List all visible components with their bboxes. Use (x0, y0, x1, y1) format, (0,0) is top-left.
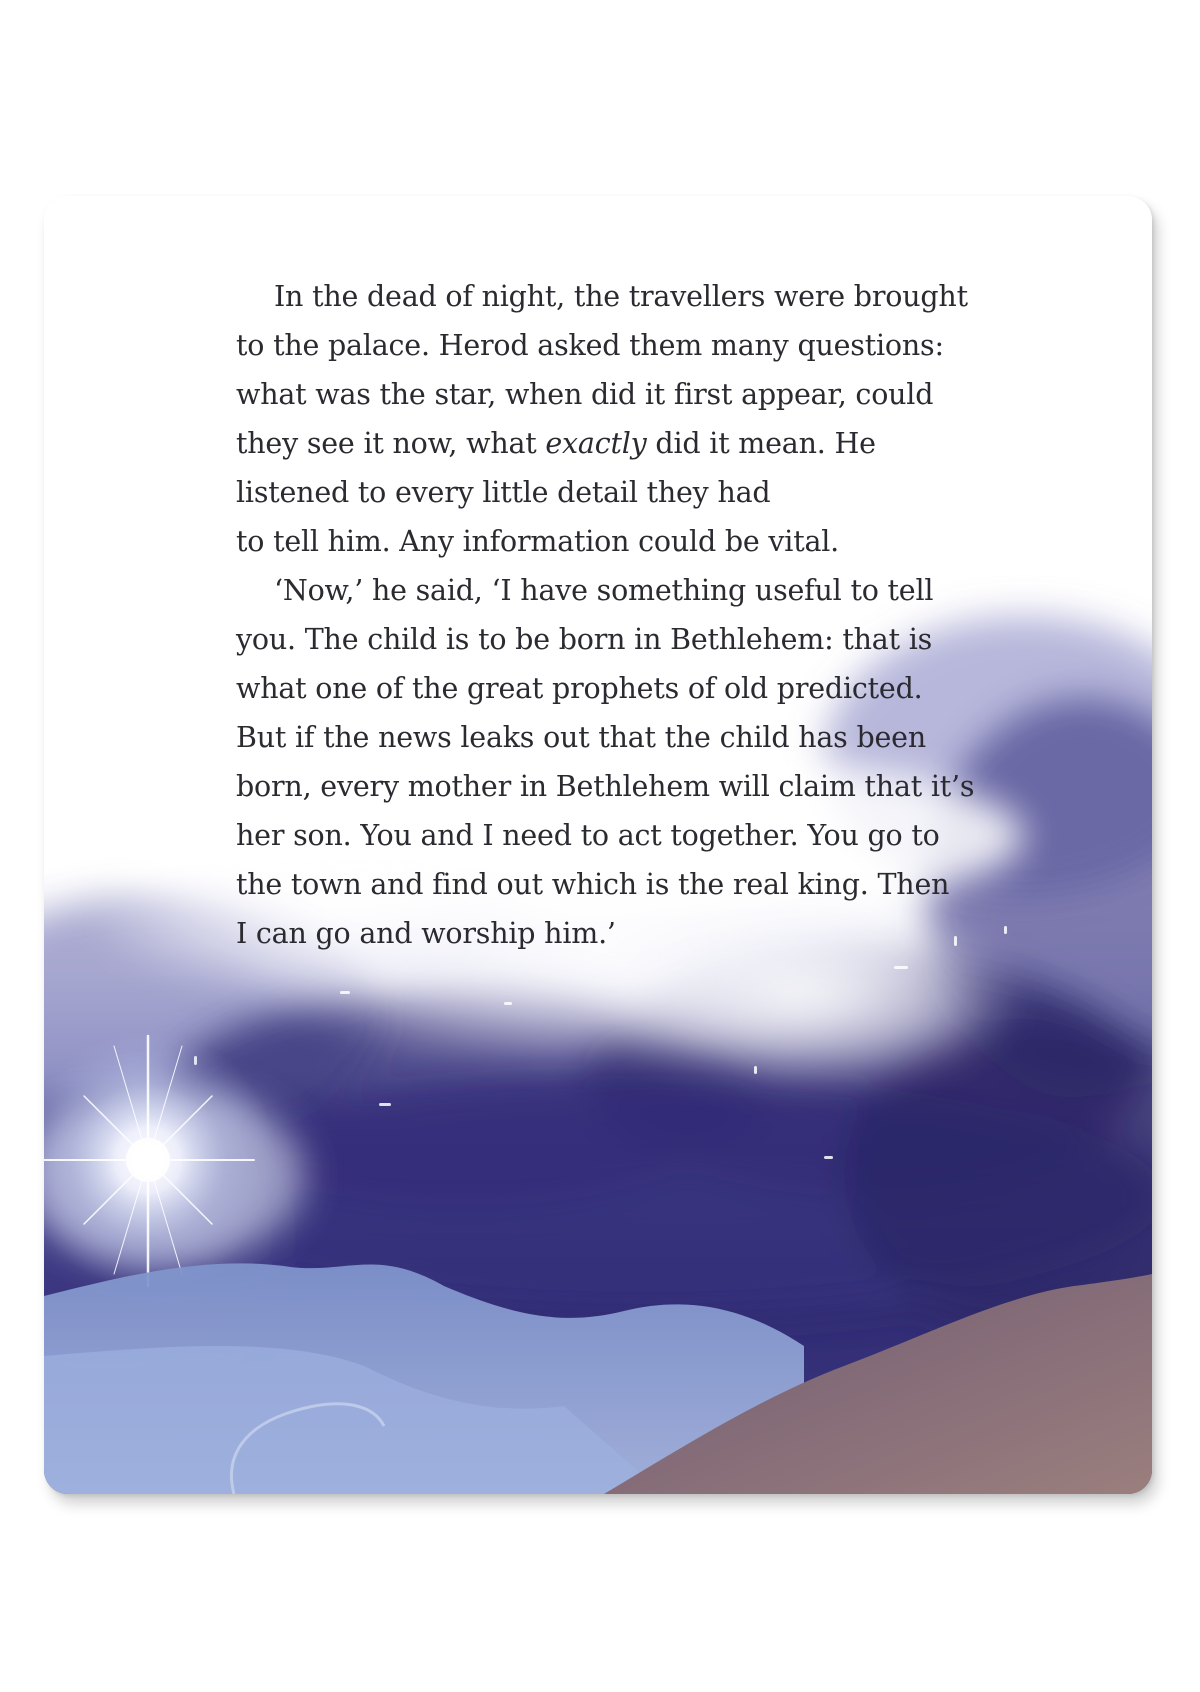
text-line: ‘Now,’ he said, ‘I have something useful to tell (274, 574, 934, 607)
text-line: what one of the great prophets of old predicted. (236, 672, 923, 705)
book-page (44, 196, 1152, 1494)
text-line: listened to every little detail they had (236, 476, 771, 509)
text-line: I can go and worship him.’ (236, 917, 616, 950)
text-line: they see it now, what exactly did it mean. He (236, 427, 876, 460)
text-line: you. The child is to be born in Bethlehem: that is (236, 623, 933, 656)
text-line: In the dead of night, the travellers were brought (274, 280, 968, 313)
text-line: to the palace. Herod asked them many questions: (236, 329, 944, 362)
emphasis-exactly: exactly (545, 427, 647, 460)
text-line: But if the news leaks out that the child has been (236, 721, 926, 754)
text-line: what was the star, when did it first appear, could (236, 378, 934, 411)
text-line: her son. You and I need to act together. You go to (236, 819, 940, 852)
text-line: to tell him. Any information could be vital. (236, 525, 840, 558)
text-line: the town and find out which is the real king. Then (236, 868, 950, 901)
text-line: born, every mother in Bethlehem will claim that it’s (236, 770, 975, 803)
story-text (236, 272, 996, 958)
